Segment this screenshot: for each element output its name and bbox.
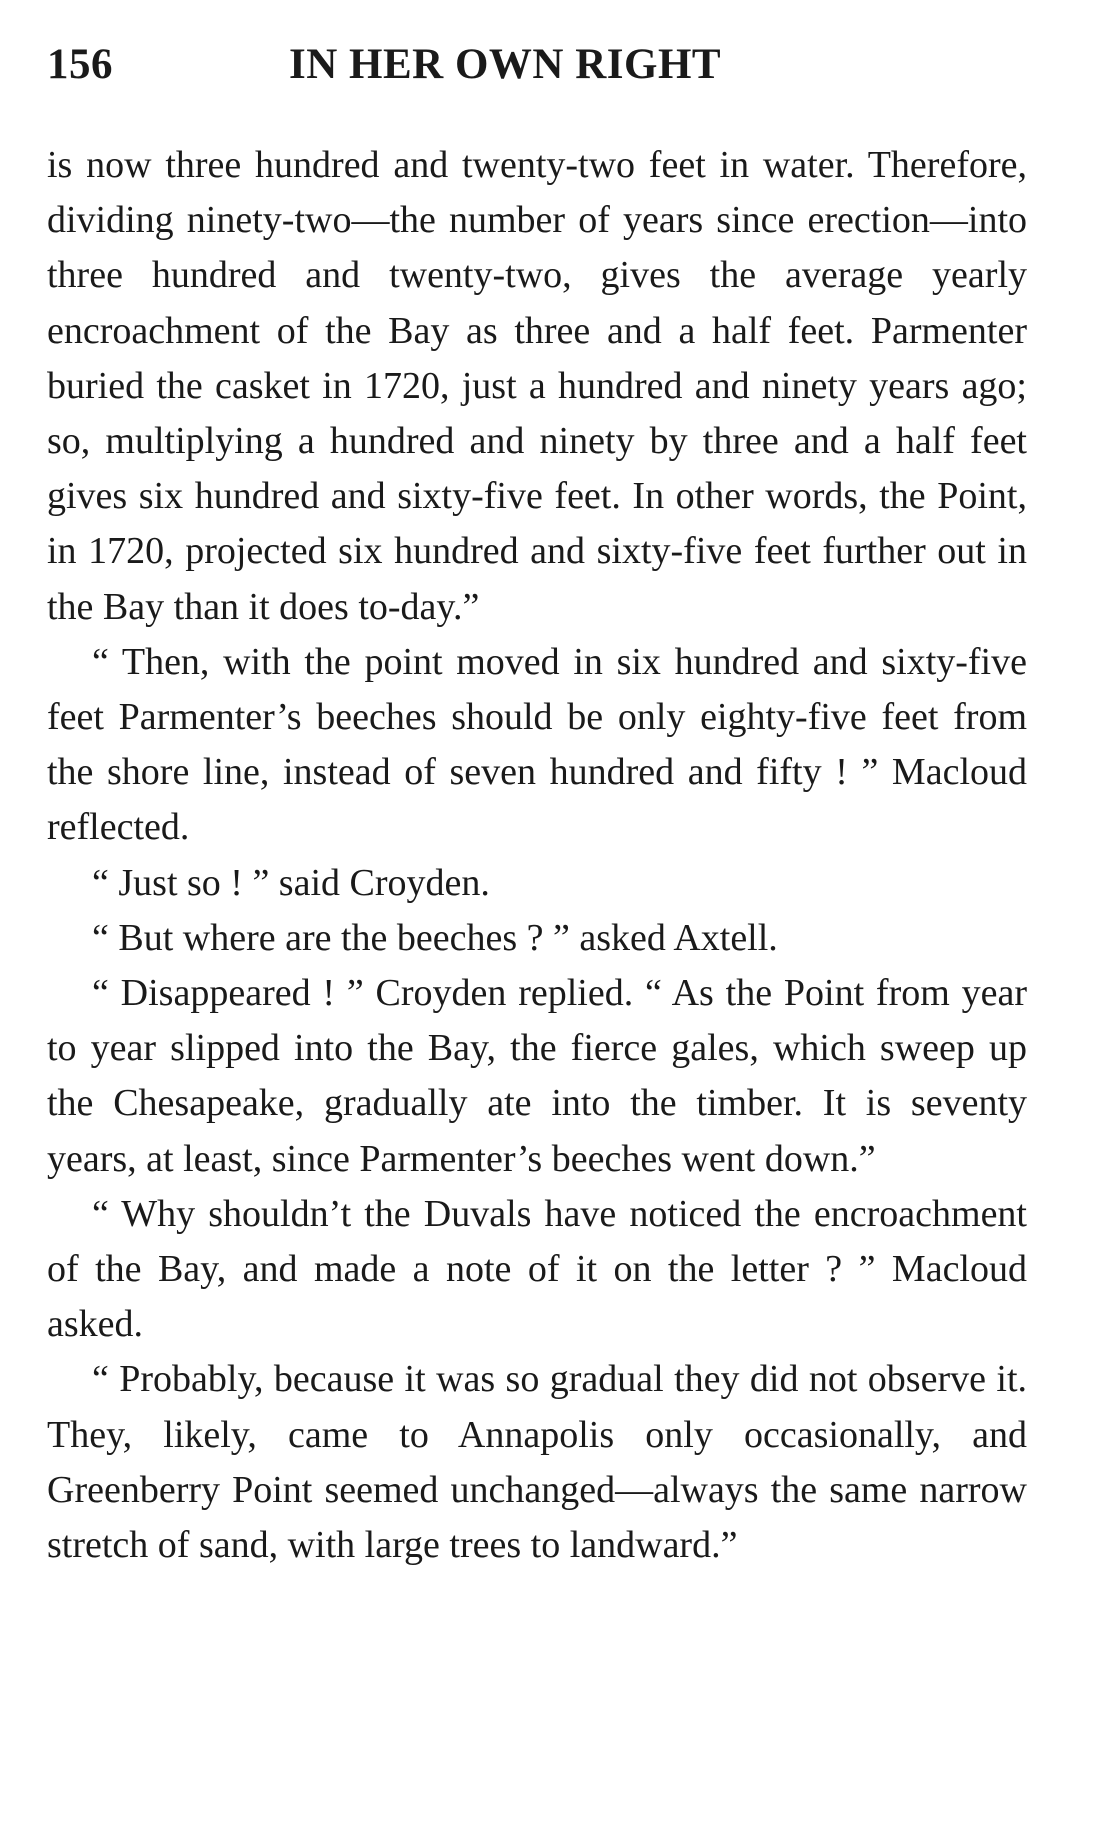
paragraph: “ But where are the beeches ? ” asked Axtell. [92, 916, 778, 959]
paragraph-continued: is now three hundred and twenty-two feet in water. Therefore, dividing ninety-two—the number of years since erection—into three hundred and twenty-two, gives the average yearly encroachment of the Bay as three and a half feet. Parmenter buried the casket in 1720, just a hundred and ninety years ago; so, multiplying a hundred and ninety by three and a half feet gives six hundred and sixty-five feet. In other words, the Point, in 1720, projected six hundred and sixty-five feet further out in the Bay than it does to-day.” [47, 144, 1027, 628]
running-head [47, 40, 1027, 100]
book-page [47, 40, 1027, 1567]
paragraph: “ Why shouldn’t the Duvals have noticed the encroachment of the Bay, and made a note of it on the letter ? ” Macloud asked. [47, 1192, 1027, 1346]
body-text [47, 138, 1027, 1573]
paragraph: “ Just so ! ” said Croyden. [92, 861, 490, 904]
paragraph: “ Probably, because it was so gradual they did not observe it. They, likely, came to Annapolis only occasionally, and Greenberry Point seemed unchanged—always the same narrow stretch of sand, with large trees to landward.” [47, 1358, 1027, 1567]
paragraph: “ Then, with the point moved in six hundred and sixty-five feet Parmenter’s beeches should be only eighty-five feet from the shore line, instead of seven hundred and fifty ! ” Macloud reflected. [47, 640, 1027, 849]
page-number: 156 [47, 41, 113, 88]
paragraph: “ Disappeared ! ” Croyden replied. “ As the Point from year to year slipped into the Bay, the fierce gales, which sweep up the Chesapeake, gradually ate into the timber. It is seventy years, at least, since Parmenter’s beeches went down.” [47, 972, 1027, 1180]
running-title: IN HER OWN RIGHT [289, 41, 722, 88]
